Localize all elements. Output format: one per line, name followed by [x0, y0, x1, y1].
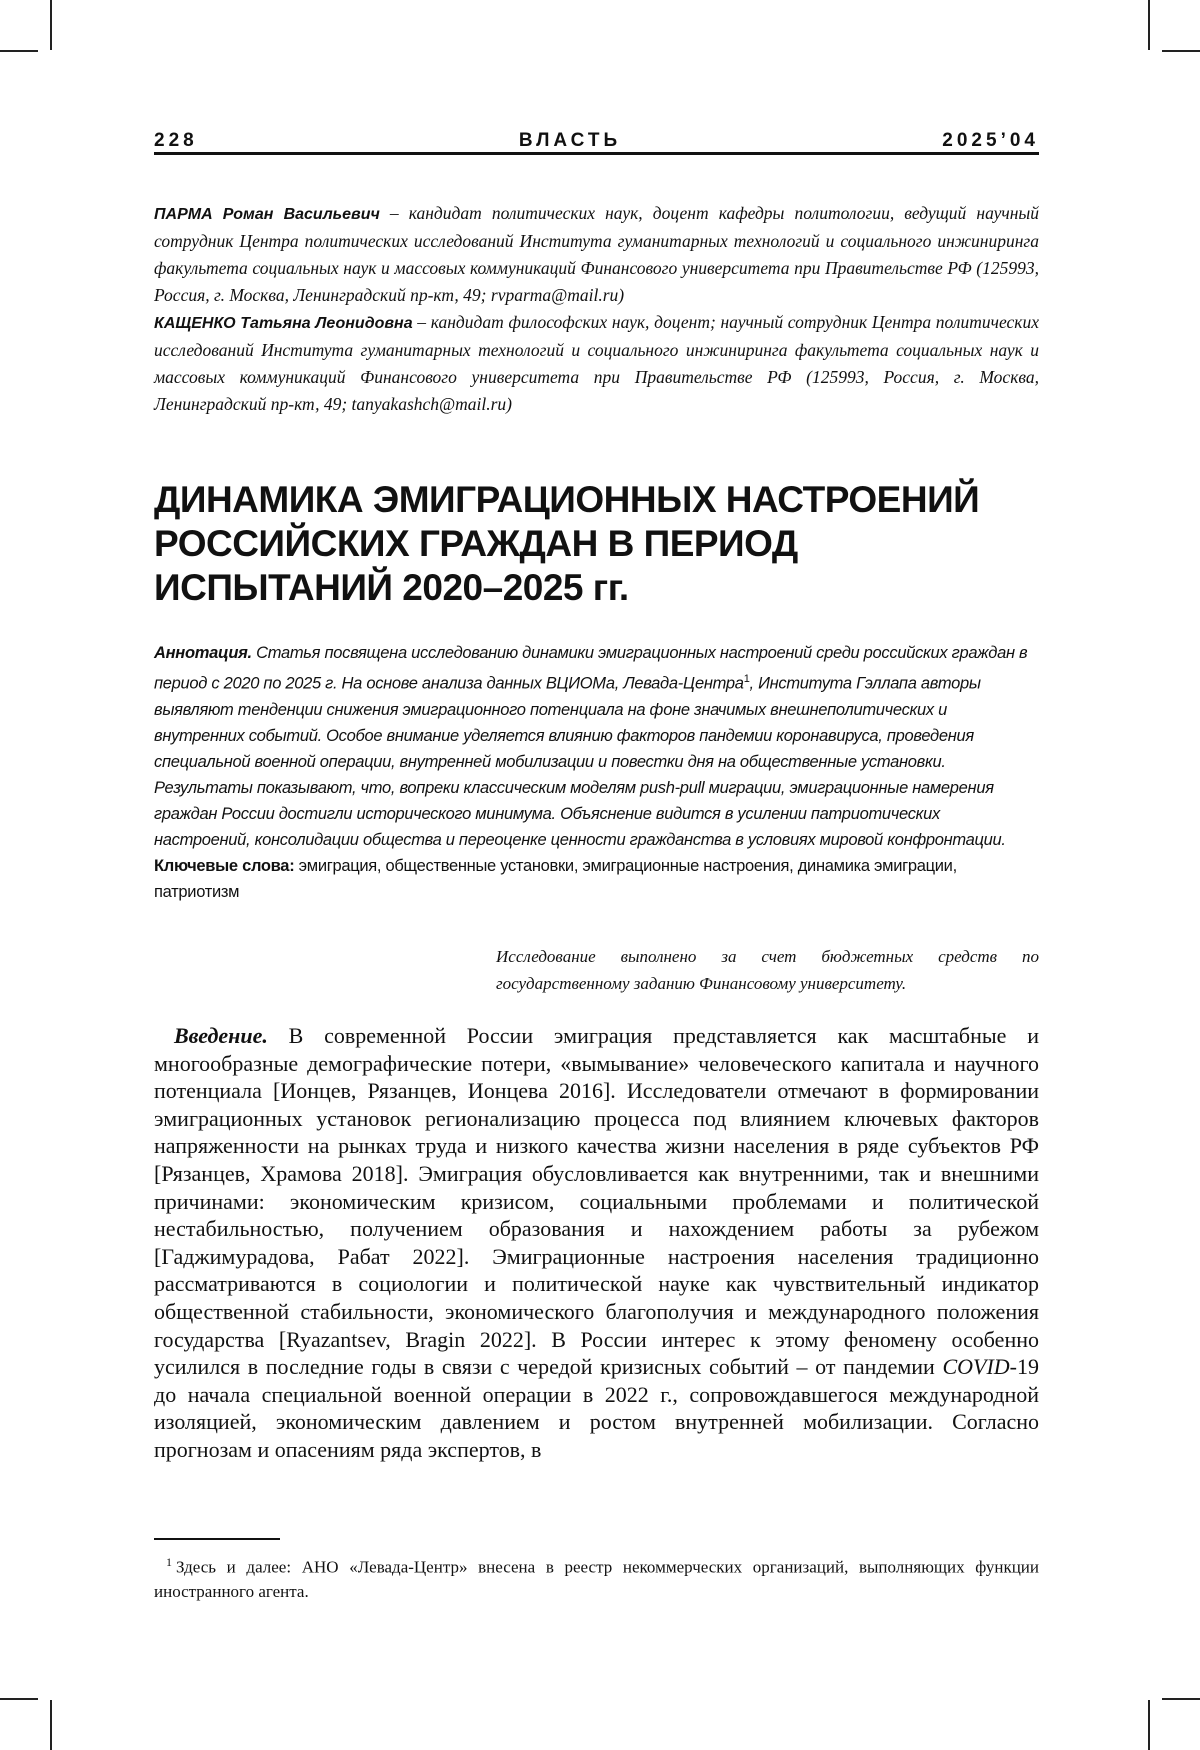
crop-mark [1162, 50, 1200, 52]
article-title [154, 478, 1039, 610]
abstract [154, 640, 1039, 905]
abstract-label: Аннотация. [154, 644, 252, 662]
title-line: ДИНАМИКА ЭМИГРАЦИОННЫХ НАСТРОЕНИЙ [154, 479, 980, 520]
footnote-rule [154, 1538, 280, 1540]
section-lead: Введение. [174, 1023, 268, 1048]
running-header [154, 126, 1039, 152]
body-paragraph: В современной России эмиграция представляется как масштабные и многообразные демографические потери, «вымывание» человеческого капитала и научного потенциала [Ионцев, Рязанцев, Ионцева 2016]. Исследователи отмечают в формировании эмиграционных установок регионализацию процесса под влиянием ключевых факторов напряженности на рынках труда и низкого качества жизни населения в ряде субъектов РФ [Рязанцев, Храмова 2018]. Эмиграция обусловливается как внутренними, так и внешними причинами: экономическим кризисом, социальными проблемами и политической нестабильностью, получением образования и нахождением работы за рубежом [Гаджимурадова, Рабат 2022]. Эмиграционные настроения населения традиционно рассматриваются в социологии и политической науке как чувствительный индикатор общественной стабильности, экономического благополучия и международного положения государства [Ryazantsev, Bragin 2022]. В России интерес к этому феномену особенно усилился в последние годы в связи с чередой кризисных событий – от пандемии [154, 1023, 1039, 1380]
header-rule [154, 152, 1039, 155]
issue-number: 2025’04 [942, 130, 1039, 151]
title-line: РОССИЙСКИХ ГРАЖДАН В ПЕРИОД [154, 523, 798, 564]
author-entry [154, 200, 1039, 309]
keywords-label: Ключевые слова: [154, 856, 295, 875]
body-italic: COVID [942, 1354, 1010, 1380]
abstract-text [154, 640, 1039, 853]
keywords-text: эмиграция, общественные установки, эмиграционные настроения, динамика эмиграции, патриотизм [154, 856, 957, 901]
crop-mark [0, 50, 38, 52]
author-name: КАЩЕНКО Татьяна Леонидовна [154, 315, 413, 332]
author-entry [154, 309, 1039, 418]
crop-mark [1162, 1698, 1200, 1700]
body-text [154, 1022, 1039, 1464]
crop-mark [1148, 0, 1150, 50]
abstract-body: Статья посвящена исследованию динамики эмиграционных настроений среди российских граждан в период с 2020 по 2025 г. На основе анализа данных ВЦИОМа, Левада-Центра [154, 644, 1028, 693]
crop-mark [1148, 1700, 1150, 1750]
crop-mark [0, 1698, 38, 1700]
abstract-body: , Института Гэллапа авторы выявляют тенденции снижения эмиграционного потенциала на фоне значимых внешнеполитических и внутренних событий. Особое внимание уделяется влиянию факторов пандемии коронавируса, проведения специальной военной операции, внутренней мобилизации и повестки дня на общественные установки. Результаты показывают, что, вопреки классическим моделям push-pull миграции, эмиграционные намерения граждан России достигли исторического минимума. Объяснение видится в усилении патриотических настроений, консолидации общества и переоценке ценности гражданства в условиях мировой конфронтации. [154, 674, 1006, 849]
title-line: ИСПЫТАНИЙ 2020–2025 гг. [154, 567, 629, 608]
author-name: ПАРМА Роман Васильевич [154, 206, 380, 223]
keywords [154, 853, 1039, 905]
author-info [154, 200, 1039, 418]
journal-name: ВЛАСТЬ [518, 130, 622, 151]
crop-mark [50, 0, 52, 50]
footnote [154, 1550, 1039, 1604]
footnote-reference[interactable]: 1 [743, 673, 750, 685]
author-affiliation: – кандидат философских наук, доцент; научный сотрудник Центра политических исследований Института гуманитарных технологий и социального инжиниринга факультета социальных наук и массовых коммуникаций Финансового университета при Правительстве РФ (125993, Россия, г. Москва, Ленинградский пр-кт, 49; tanyakashch@mail.ru) [154, 312, 1040, 414]
page-number: 228 [154, 130, 198, 151]
footnote-mark: 1 [166, 1555, 172, 1569]
body-paragraph: -19 до начала специальной военной операции в 2022 г., сопровождавшегося международной изоляцией, экономическим давлением и ростом внутренней мобилизации. Согласно прогнозам и опасениям ряда экспертов, в [154, 1354, 1039, 1462]
funding-note: Исследование выполнено за счет бюджетных средств по государственному заданию Финансовому университету. [496, 947, 1039, 993]
footnote-text: Здесь и далее: АНО «Левада-Центр» внесена в реестр некоммерческих организаций, выполняющих функции иностранного агента. [154, 1557, 1039, 1601]
author-affiliation: – кандидат политических наук, доцент кафедры политологии, ведущий научный сотрудник Центра политических исследований Института гуманитарных технологий и социального инжиниринга факультета социальных наук и массовых коммуникаций Финансового университета при Правительстве РФ (125993, Россия, г. Москва, Ленинградский пр-кт, 49; rvparma@mail.ru) [154, 203, 1039, 305]
crop-mark [50, 1700, 52, 1750]
